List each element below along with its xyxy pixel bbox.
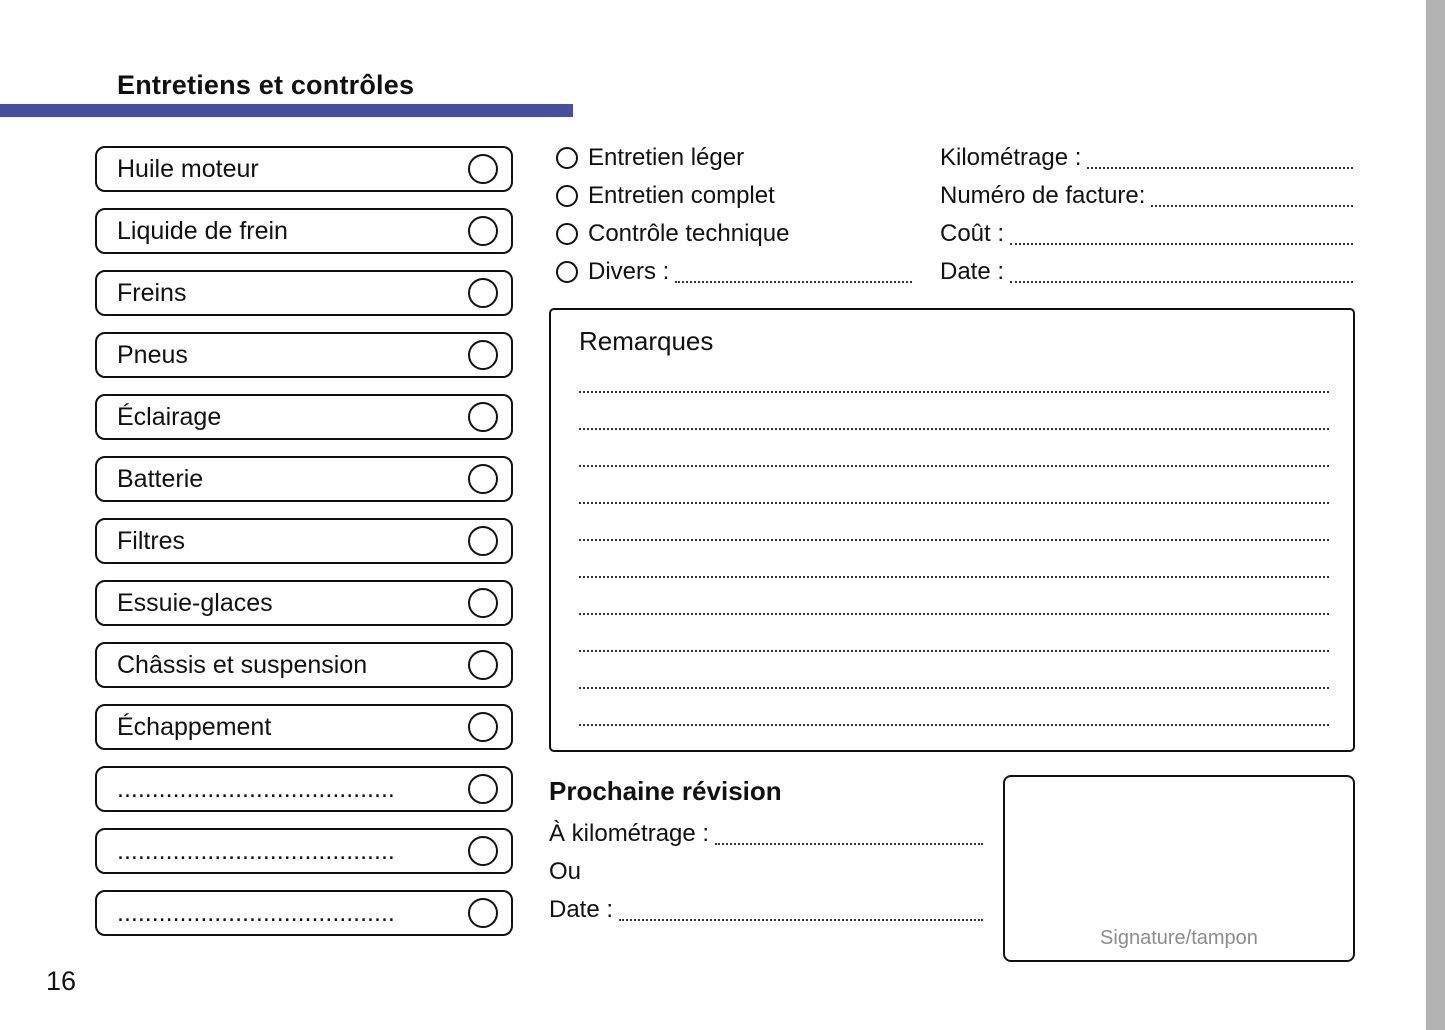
checklist-item-label: Échappement [117,712,272,741]
checkbox-circle[interactable] [468,774,498,804]
radio-circle[interactable] [556,261,578,283]
signature-box[interactable] [1003,775,1355,962]
dotted-line [1010,281,1353,283]
radio-circle[interactable] [556,147,578,169]
dotted-line [1010,243,1353,245]
checklist-item [95,518,513,564]
checkbox-circle[interactable] [468,402,498,432]
checklist-item-label: Batterie [117,464,204,493]
radio-circle[interactable] [556,185,578,207]
remarks-title: Remarques [579,326,714,356]
checklist-item [95,146,513,192]
checklist-item-label: Pneus [117,340,188,369]
maintenance-checklist [95,146,513,952]
checklist-item-label: Liquide de frein [117,216,288,245]
radio-circle[interactable] [556,223,578,245]
checklist-item-label: Éclairage [117,402,222,431]
next-service-title: Prochaine révision [549,776,782,806]
invoice-field [940,139,1355,177]
title-accent-bar [0,104,573,117]
checkbox-circle[interactable] [468,216,498,246]
dotted-line [675,281,912,283]
checkbox-circle[interactable] [468,588,498,618]
dotted-line [1151,205,1353,207]
remark-line [579,652,1329,689]
invoice-field-label: Date : [940,258,1005,285]
checklist-item [95,332,513,378]
page-title: Entretiens et contrôles [117,70,415,100]
dotted-line [619,919,983,921]
checklist-item [95,208,513,254]
checklist-item [95,270,513,316]
checkbox-circle[interactable] [468,836,498,866]
checklist-item [95,580,513,626]
invoice-field-label: Numéro de facture: [940,182,1146,209]
service-option [556,215,914,253]
checkbox-circle[interactable] [468,650,498,680]
checklist-item-label: ........................................ [117,898,395,927]
checklist-item-label: Filtres [117,526,186,555]
remark-line [579,615,1329,652]
next-service-date-field [549,891,985,929]
checkbox-circle[interactable] [468,154,498,184]
invoice-field [940,177,1355,215]
remark-line [579,356,1329,393]
remark-line [579,541,1329,578]
next-service-date-label: Date : [549,896,614,923]
invoice-fields [940,139,1355,291]
invoice-field-label: Coût : [940,220,1005,247]
dotted-line [1087,167,1353,169]
service-option-divers [556,253,914,291]
dotted-line [715,843,983,845]
next-service-km-field [549,815,985,853]
next-service-km-label: À kilométrage : [549,820,710,847]
checkbox-circle[interactable] [468,712,498,742]
service-option [556,177,914,215]
checkbox-circle[interactable] [468,464,498,494]
remarks-box [549,308,1355,752]
invoice-field [940,215,1355,253]
checklist-item-label: ........................................ [117,774,395,803]
checklist-item [95,456,513,502]
checklist-item-label: ........................................ [117,836,395,865]
service-option [556,139,914,177]
checkbox-circle[interactable] [468,898,498,928]
invoice-field [940,253,1355,291]
remark-line [579,393,1329,430]
checklist-item-blank [95,828,513,874]
service-option-label: Entretien léger [588,144,745,171]
checkbox-circle[interactable] [468,526,498,556]
checklist-item [95,394,513,440]
service-option-label: Entretien complet [588,182,775,209]
remark-line [579,578,1329,615]
checkbox-circle[interactable] [468,340,498,370]
service-type-options [556,139,914,291]
checklist-item-label: Essuie-glaces [117,588,273,617]
remark-line [579,689,1329,726]
page-number: 16 [46,966,77,996]
next-service-or-label: Ou [549,858,582,885]
checklist-item-label: Freins [117,278,187,307]
service-option-label: Contrôle technique [588,220,790,247]
checklist-item-blank [95,766,513,812]
remark-line [579,504,1329,541]
invoice-field-label: Kilométrage : [940,144,1082,171]
checklist-item-blank [95,890,513,936]
remark-line [579,467,1329,504]
checkbox-circle[interactable] [468,278,498,308]
checklist-item [95,704,513,750]
signature-label: Signature/tampon [1100,927,1258,949]
next-service-section [549,776,985,929]
checklist-item-label: Châssis et suspension [117,650,368,679]
service-option-label: Divers : [588,258,670,285]
page-edge-bar [1426,0,1445,1030]
remark-line [579,430,1329,467]
checklist-item [95,642,513,688]
checklist-item-label: Huile moteur [117,154,259,183]
